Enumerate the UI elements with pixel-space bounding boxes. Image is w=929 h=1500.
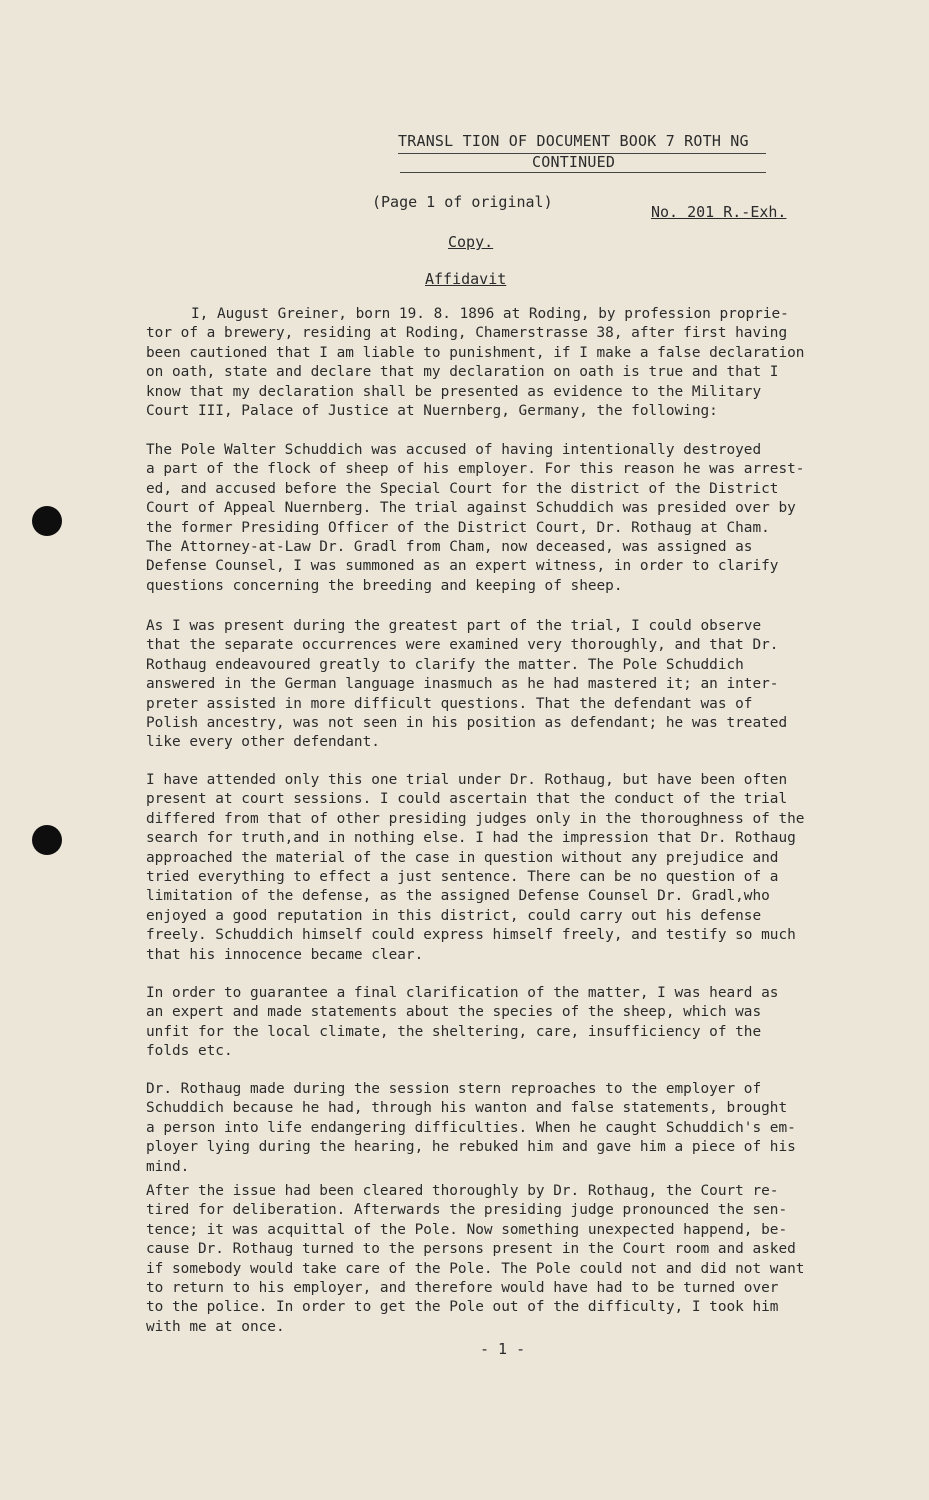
paragraph-line: I have attended only this one trial under Dr. Rothaug, but have been often <box>146 772 788 788</box>
paragraph-line: preter assisted in more difficult questions. That the defendant was of <box>146 695 753 712</box>
document-header-continued: CONTINUED <box>532 153 616 171</box>
paragraph-line: unfit for the local climate, the sheltering, care, insufficiency of the <box>146 1023 762 1040</box>
paragraph-expert-statements <box>146 984 886 1062</box>
paragraph-line: a person into life endangering difficulties. When he caught Schuddich's em- <box>146 1119 796 1136</box>
page-number: - 1 - <box>480 1340 526 1358</box>
continued-underline <box>400 172 766 173</box>
paragraph-line: ployer lying during the hearing, he rebuked him and gave him a piece of his <box>146 1139 796 1156</box>
paragraph-line: been cautioned that I am liable to punishment, if I make a false declaration <box>146 344 805 361</box>
paragraph-line: an expert and made statements about the species of the sheep, which was <box>146 1004 762 1021</box>
paragraph-line: to the police. In order to get the Pole out of the difficulty, I took him <box>146 1299 779 1316</box>
punch-hole-top <box>32 506 62 536</box>
paragraph-line: Court III, Palace of Justice at Nuernberg, Germany, the following: <box>146 403 718 420</box>
paragraph-line: like every other defendant. <box>146 734 380 751</box>
paragraph-line: Defense Counsel, I was summoned as an expert witness, in order to clarify <box>146 558 779 575</box>
document-header-title: TRANSL TION OF DOCUMENT BOOK 7 ROTH NG <box>398 132 749 150</box>
exhibit-number: No. 201 R.-Exh. <box>651 203 787 221</box>
paragraph-trial-observation <box>146 617 886 753</box>
paragraph-line: differed from that of other presiding judges only in the thoroughness of the <box>146 810 805 827</box>
paragraph-line: the former Presiding Officer of the District Court, Dr. Rothaug at Cham. <box>146 519 770 536</box>
paragraph-line: if somebody would take care of the Pole. The Pole could not and did not want <box>146 1260 805 1277</box>
copy-label: Copy. <box>448 233 494 251</box>
original-page-reference: (Page 1 of original) <box>372 193 553 211</box>
paragraph-accusation <box>146 441 886 596</box>
document-title: Affidavit <box>425 270 507 288</box>
paragraph-line: ed, and accused before the Special Court for the district of the District <box>146 480 779 497</box>
paragraph-line: cause Dr. Rothaug turned to the persons present in the Court room and asked <box>146 1241 796 1258</box>
paragraph-line: tried everything to effect a just sentence. There can be no question of a <box>146 869 779 886</box>
paragraph-line: Schuddich because he had, through his wanton and false statements, brought <box>146 1100 788 1117</box>
paragraph-line: enjoyed a good reputation in this district, could carry out his defense <box>146 907 762 924</box>
paragraph-line: Polish ancestry, was not seen in his position as defendant; he was treated <box>146 715 788 732</box>
paragraph-acquittal <box>146 1182 886 1337</box>
paragraph-line: that the separate occurrences were examined very thoroughly, and that Dr. <box>146 637 779 654</box>
paragraph-line: on oath, state and declare that my declaration on oath is true and that I <box>146 364 779 381</box>
paragraph-conduct-of-trial <box>146 771 886 965</box>
paragraph-line: mind. <box>146 1158 190 1175</box>
paragraph-line: with me at once. <box>146 1318 285 1335</box>
paragraph-line: approached the material of the case in question without any prejudice and <box>146 849 779 866</box>
punch-hole-bottom <box>32 825 62 855</box>
paragraph-line: Dr. Rothaug made during the session stern reproaches to the employer of <box>146 1081 762 1097</box>
paragraph-line: a part of the flock of sheep of his employer. For this reason he was arrest- <box>146 461 805 478</box>
paragraph-line: tor of a brewery, residing at Roding, Chamerstrasse 38, after first having <box>146 325 788 342</box>
paragraph-line: freely. Schuddich himself could express himself freely, and testify so much <box>146 927 796 944</box>
paragraph-line: questions concerning the breeding and keeping of sheep. <box>146 577 623 594</box>
paragraph-line: to return to his employer, and therefore would have had to be turned over <box>146 1280 779 1297</box>
paragraph-line: Rothaug endeavoured greatly to clarify the matter. The Pole Schuddich <box>146 656 744 673</box>
paragraph-line: that his innocence became clear. <box>146 946 424 963</box>
paragraph-line: tired for deliberation. Afterwards the presiding judge pronounced the sen- <box>146 1202 788 1219</box>
paragraph-line: In order to guarantee a final clarification of the matter, I was heard as <box>146 985 779 1001</box>
paragraph-declarant-introduction <box>146 305 886 421</box>
paragraph-reproaches <box>146 1080 886 1177</box>
paragraph-line: present at court sessions. I could ascertain that the conduct of the trial <box>146 791 788 808</box>
paragraph-line: The Pole Walter Schuddich was accused of having intentionally destroyed <box>146 442 762 458</box>
paragraph-line: search for truth,and in nothing else. I had the impression that Dr. Rothaug <box>146 830 796 847</box>
paragraph-line: Court of Appeal Nuernberg. The trial against Schuddich was presided over by <box>146 500 796 517</box>
paragraph-line: tence; it was acquittal of the Pole. Now something unexpected happend, be- <box>146 1221 788 1238</box>
paragraph-line: answered in the German language inasmuch as he had mastered it; an inter- <box>146 676 779 693</box>
paragraph-line: I, August Greiner, born 19. 8. 1896 at Roding, by profession proprie- <box>191 306 789 322</box>
paragraph-line: The Attorney-at-Law Dr. Gradl from Cham, now deceased, was assigned as <box>146 539 753 556</box>
paragraph-line: folds etc. <box>146 1043 233 1060</box>
paragraph-line: After the issue had been cleared thoroughly by Dr. Rothaug, the Court re- <box>146 1183 779 1199</box>
paragraph-line: limitation of the defense, as the assigned Defense Counsel Dr. Gradl,who <box>146 888 770 905</box>
paragraph-line: As I was present during the greatest part of the trial, I could observe <box>146 618 762 634</box>
paragraph-line: know that my declaration shall be presented as evidence to the Military <box>146 383 762 400</box>
